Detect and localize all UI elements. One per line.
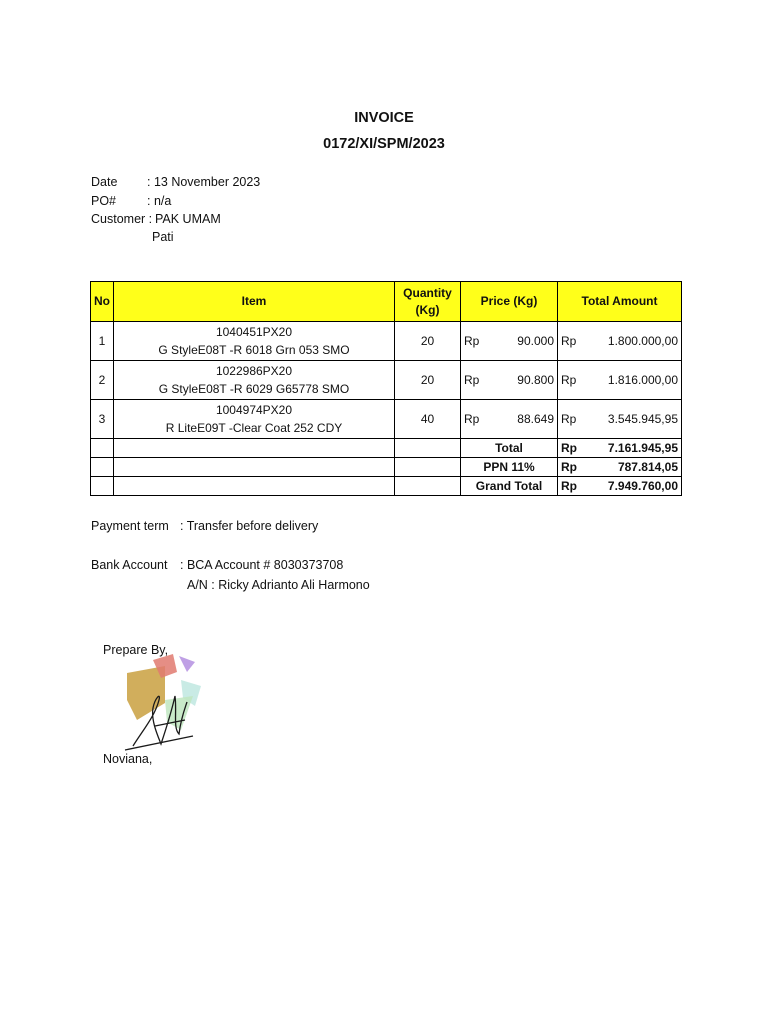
customer-city: Pati (152, 230, 174, 244)
price-currency: Rp (461, 400, 492, 439)
invoice-title: INVOICE (354, 110, 414, 126)
header-total-amount: Total Amount (558, 282, 682, 322)
customer-name: PAK UMAM (155, 212, 221, 226)
customer-label: Customer : (91, 212, 153, 226)
grand-total-value: 7.949.760,00 (589, 477, 682, 496)
summary-row-ppn (91, 458, 682, 477)
row-amount: 1.816.000,00 (589, 361, 682, 400)
date-label: Date (91, 175, 118, 189)
bank-account-label: Bank Account (91, 558, 168, 572)
empty-cell (91, 439, 114, 458)
amount-currency: Rp (558, 322, 589, 361)
row-item (114, 400, 395, 439)
empty-cell (114, 477, 395, 496)
row-item (114, 361, 395, 400)
item-description: R LiteE09T -Clear Coat 252 CDY (165, 421, 343, 435)
po-value: : n/a (147, 194, 172, 208)
row-quantity: 20 (395, 322, 461, 361)
row-quantity: 20 (395, 361, 461, 400)
header-item: Item (114, 282, 395, 322)
row-quantity: 40 (395, 400, 461, 439)
item-code: 1040451PX20 (215, 325, 293, 339)
row-amount: 1.800.000,00 (589, 322, 682, 361)
header-quantity-line1: Quantity (403, 285, 452, 300)
row-price: 88.649 (492, 400, 558, 439)
item-description: G StyleE08T -R 6029 G65778 SMO (158, 382, 350, 396)
header-price: Price (Kg) (461, 282, 558, 322)
total-label: Total (461, 439, 558, 458)
row-item (114, 322, 395, 361)
empty-cell (395, 458, 461, 477)
date-value: : 13 November 2023 (147, 175, 261, 189)
row-no: 2 (91, 361, 114, 400)
signature-block (95, 638, 210, 773)
price-currency: Rp (461, 361, 492, 400)
summary-row-total (91, 439, 682, 458)
header-no: No (91, 282, 114, 322)
invoice-number: 0172/XI/SPM/2023 (323, 136, 445, 152)
preparer-name: Noviana, (103, 752, 153, 766)
row-price: 90.800 (492, 361, 558, 400)
header-quantity (395, 282, 461, 322)
ppn-value: 787.814,05 (589, 458, 682, 477)
row-price: 90.000 (492, 322, 558, 361)
total-value: 7.161.945,95 (589, 439, 682, 458)
row-no: 3 (91, 400, 114, 439)
empty-cell (91, 477, 114, 496)
table-row (91, 361, 682, 400)
price-currency: Rp (461, 322, 492, 361)
prepared-by-label: Prepare By, (103, 643, 169, 657)
grand-total-currency: Rp (558, 477, 589, 496)
amount-currency: Rp (558, 400, 589, 439)
row-amount: 3.545.945,95 (589, 400, 682, 439)
summary-row-grand-total (91, 477, 682, 496)
table-row (91, 400, 682, 439)
grand-total-label: Grand Total (461, 477, 558, 496)
header-quantity-line2: (Kg) (415, 302, 440, 317)
payment-term-value: : Transfer before delivery (180, 519, 319, 533)
table-row (91, 322, 682, 361)
total-currency: Rp (558, 439, 589, 458)
bank-account-value: : BCA Account # 8030373708 (180, 558, 344, 572)
empty-cell (395, 477, 461, 496)
table-header-row (91, 282, 682, 322)
ppn-label: PPN 11% (461, 458, 558, 477)
empty-cell (91, 458, 114, 477)
empty-cell (114, 439, 395, 458)
empty-cell (395, 439, 461, 458)
row-no: 1 (91, 322, 114, 361)
account-holder: A/N : Ricky Adrianto Ali Harmono (187, 578, 370, 592)
empty-cell (114, 458, 395, 477)
amount-currency: Rp (558, 361, 589, 400)
payment-term-label: Payment term (91, 519, 169, 533)
po-label: PO# (91, 194, 117, 208)
invoice-table (90, 281, 682, 496)
item-code: 1004974PX20 (215, 403, 293, 417)
item-description: G StyleE08T -R 6018 Grn 053 SMO (158, 343, 350, 357)
ppn-currency: Rp (558, 458, 589, 477)
item-code: 1022986PX20 (215, 364, 293, 378)
